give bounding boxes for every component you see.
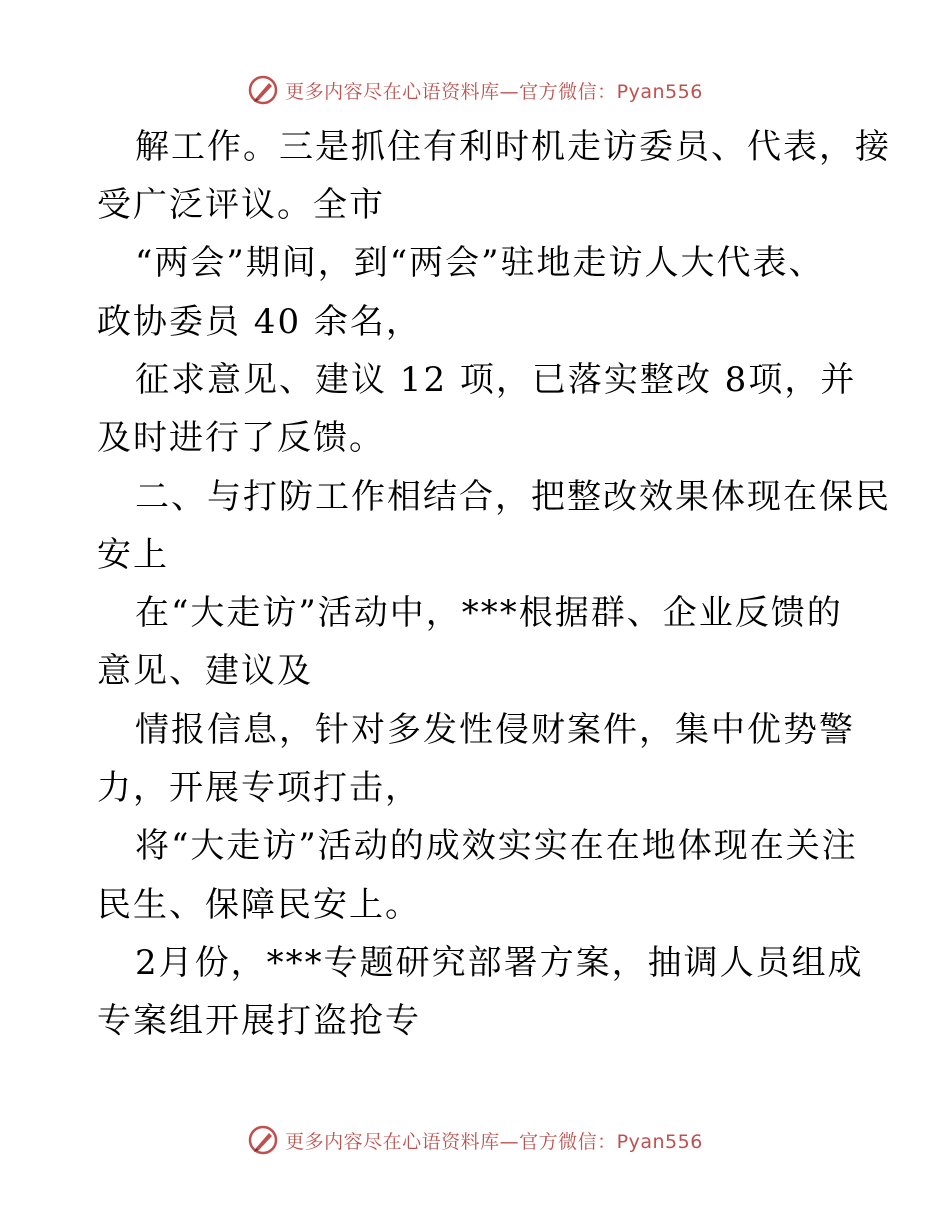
footer-banner-text: 更多内容尽在心语资料库—官方微信：Pyan556 [285, 1130, 703, 1153]
header-banner [0, 70, 950, 110]
pen-logo-icon [247, 74, 279, 106]
body-line: 二、与打防工作相结合，把整改效果体现在保民 [135, 477, 891, 517]
pen-logo-icon [247, 1124, 279, 1156]
body-line: 情报信息，针对多发性侵财案件，集中优势警 [135, 710, 855, 750]
body-line: “两会”期间，到“两会”驻地走访人大代表、 [135, 243, 825, 283]
body-line: 在“大走访”活动中，***根据群、企业反馈的 [135, 593, 843, 633]
body-line: 政协委员 40 余名， [97, 302, 422, 342]
body-line: 及时进行了反馈。 [97, 418, 385, 458]
body-line: 意见、建议及 [97, 651, 313, 691]
body-line: 安上 [97, 535, 169, 575]
body-line: 征求意见、建议 12 项，已落实整改 8项，并 [135, 360, 857, 400]
footer-banner [0, 1120, 950, 1160]
body-line: 力，开展专项打击， [97, 768, 421, 808]
body-line: 解工作。三是抓住有利时机走访委员、代表，接 [135, 127, 891, 167]
header-banner-text: 更多内容尽在心语资料库—官方微信：Pyan556 [285, 80, 703, 103]
body-line: 专案组开展打盗抢专 [97, 1001, 421, 1041]
body-line: 受广泛评议。全市 [97, 185, 385, 225]
body-line: 民生、保障民安上。 [97, 885, 421, 925]
body-line: 将“大走访”活动的成效实实在在地体现在关注 [135, 826, 858, 866]
body-line: 2月份，***专题研究部署方案，抽调人员组成 [135, 943, 864, 983]
